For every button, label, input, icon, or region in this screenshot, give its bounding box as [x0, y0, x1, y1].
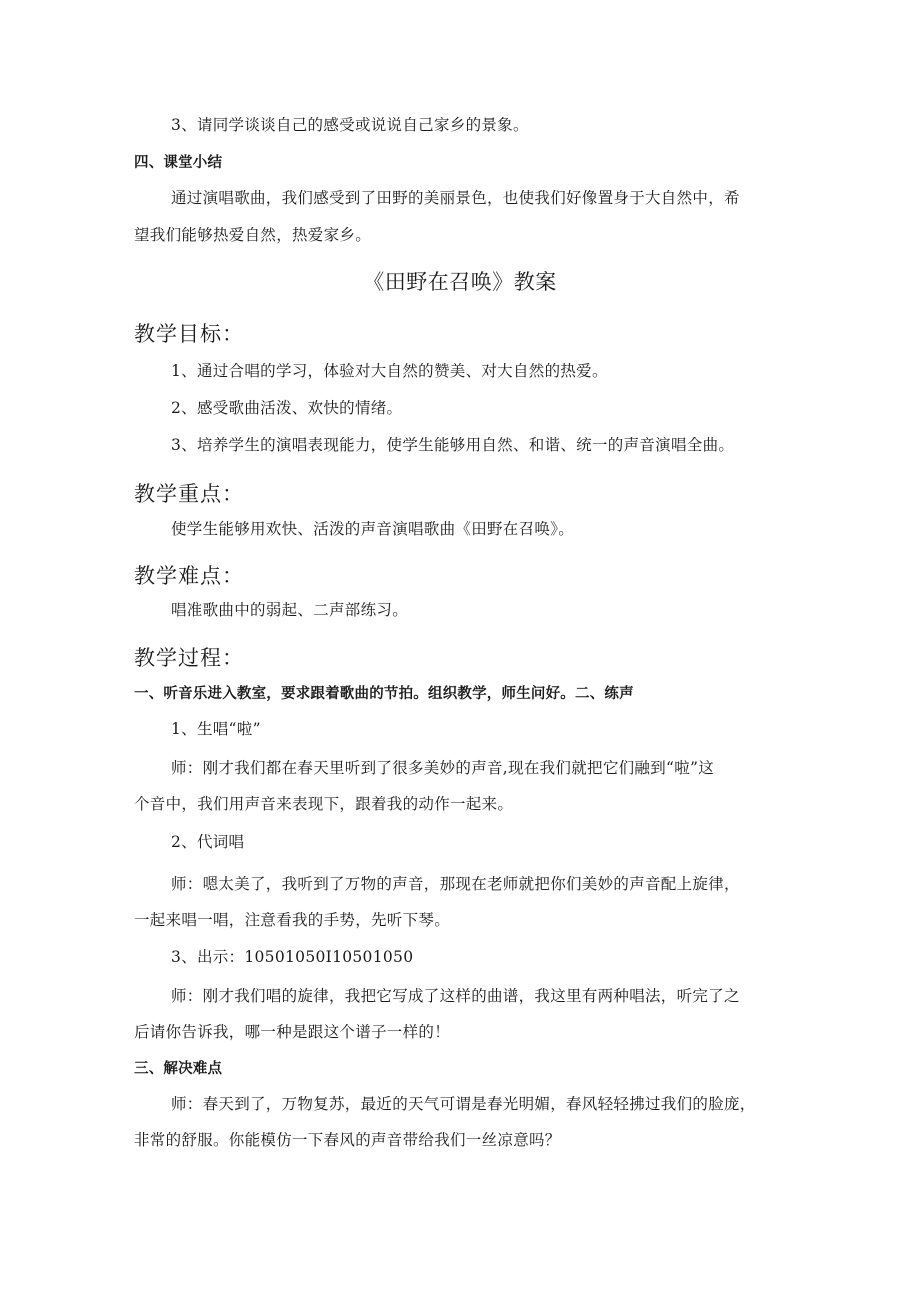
section-heading: 一、听音乐进入教室，要求跟着歌曲的节拍。组织教学，师生问好。二、练声 [134, 686, 634, 702]
text-line: 师：嗯太美了，我听到了万物的声音，那现在老师就把你们美妙的声音配上旋律， [171, 875, 740, 893]
text-line: 非常的舒服。你能模仿一下春风的声音带给我们一丝凉意吗？ [134, 1131, 561, 1149]
heading-process: 教学过程： [134, 646, 244, 670]
section-heading: 三、解决难点 [134, 1061, 223, 1077]
heading-difficulties: 教学难点： [134, 564, 244, 588]
text-line: 2、代词唱 [171, 833, 245, 851]
text-line: 1、生唱“啦” [171, 720, 261, 738]
text-line: 望我们能够热爱自然，热爱家乡。 [134, 226, 372, 244]
text-line: 通过演唱歌曲，我们感受到了田野的美丽景色，也使我们好像置身于大自然中，希 [171, 189, 740, 207]
heading-teaching-goals: 教学目标： [134, 322, 244, 346]
text-line: 3、请同学谈谈自己的感受或说说自己家乡的景象。 [171, 116, 529, 134]
text-line: 使学生能够用欢快、活泼的声音演唱歌曲《田野在召唤》。 [171, 520, 575, 538]
text-line: 师：春天到了，万物复苏，最近的天气可谓是春光明媚，春风轻轻拂过我们的脸庞， [171, 1095, 756, 1113]
heading-key-points: 教学重点： [134, 482, 244, 506]
text-line: 唱准歌曲中的弱起、二声部练习。 [171, 601, 409, 619]
document-title: 《田野在召唤》教案 [363, 270, 557, 294]
list-item: 1、通过合唱的学习，体验对大自然的赞美、对大自然的热爱。 [171, 362, 608, 380]
text-line: 个音中，我们用声音来表现下，跟着我的动作一起来。 [134, 795, 514, 813]
text-line: 3、出示：10501050I10501050 [171, 948, 414, 966]
text-line: 一起来唱一唱，注意看我的手势，先听下琴。 [134, 911, 451, 929]
text-line: 师：刚才我们都在春天里听到了很多美妙的声音,现在我们就把它们融到“啦”这 [171, 759, 715, 777]
text-line: 后请你告诉我，哪一种是跟这个谱子一样的！ [134, 1023, 451, 1041]
section-heading: 四、课堂小结 [134, 155, 223, 171]
list-item: 2、感受歌曲活泼、欢快的情绪。 [171, 399, 403, 417]
text-line: 师：刚才我们唱的旋律，我把它写成了这样的曲谱，我这里有两种唱法，听完了之 [171, 987, 740, 1005]
list-item: 3、培养学生的演唱表现能力，使学生能够用自然、和谐、统一的声音演唱全曲。 [171, 436, 735, 454]
